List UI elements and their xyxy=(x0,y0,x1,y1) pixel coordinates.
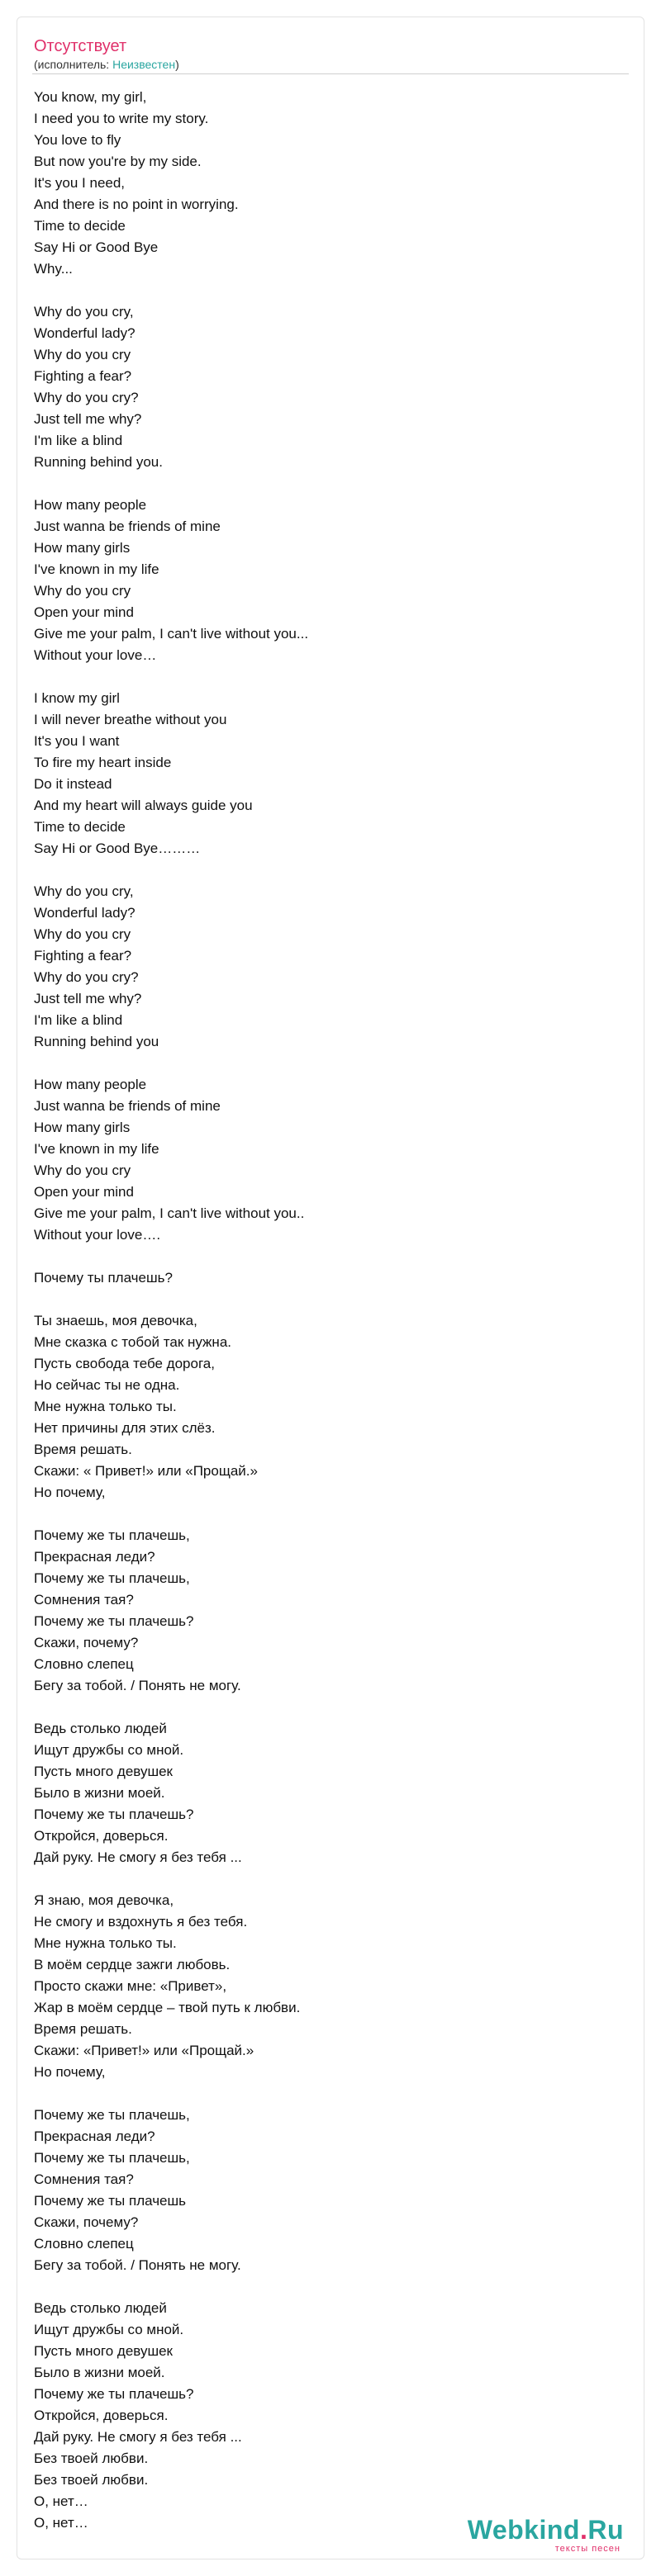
lyric-line: Жар в моём сердце – твой путь к любви. xyxy=(34,2000,301,2015)
lyrics-stanza xyxy=(34,301,627,473)
lyric-line: Почему же ты плачешь, xyxy=(34,1570,190,1586)
lyric-line: Open your mind xyxy=(34,604,134,620)
lyric-line: Why do you cry, xyxy=(34,304,134,320)
lyric-line: Fighting a fear? xyxy=(34,948,132,964)
lyric-line: О, нет… xyxy=(34,2515,88,2531)
lyric-line: Почему же ты плачешь, xyxy=(34,2107,190,2123)
lyric-line: Бегу за тобой. / Понять не могу. xyxy=(34,2257,241,2273)
lyric-line: Нет причины для этих слёз. xyxy=(34,1420,216,1436)
lyric-line: Прекрасная леди? xyxy=(34,1549,155,1565)
lyric-line: Мне нужна только ты. xyxy=(34,1935,177,1951)
lyric-line: You know, my girl, xyxy=(34,89,147,105)
lyric-line: Wonderful lady? xyxy=(34,325,136,341)
lyric-line: Without your love…. xyxy=(34,1227,161,1243)
lyric-line: Но сейчас ты не одна. xyxy=(34,1377,180,1393)
lyrics-stanza xyxy=(34,87,627,280)
lyrics-stanza xyxy=(34,1890,627,2083)
lyric-line: Why do you cry, xyxy=(34,883,134,899)
lyric-line: Time to decide xyxy=(34,218,126,234)
lyric-line: Но почему, xyxy=(34,2064,106,2080)
lyric-line: Why do you cry xyxy=(34,347,131,362)
artist-prefix: (исполнитель: xyxy=(34,58,113,71)
lyric-line: Give me your palm, I can't live without you.. xyxy=(34,1205,305,1221)
lyric-line: Мне нужна только ты. xyxy=(34,1399,177,1414)
lyric-line: Без твоей любви. xyxy=(34,2451,149,2466)
lyric-line: Откройся, доверься. xyxy=(34,2408,169,2423)
lyric-line: Ищут дружбы со мной. xyxy=(34,1742,184,1758)
lyric-line: Just wanna be friends of mine xyxy=(34,1098,221,1114)
lyric-line: Ведь столько людей xyxy=(34,2300,167,2316)
lyric-line: It's you I want xyxy=(34,733,120,749)
lyric-line: Почему же ты плачешь? xyxy=(34,2386,194,2402)
logo-wordmark xyxy=(459,2516,624,2544)
lyric-line: Было в жизни моей. xyxy=(34,2365,165,2380)
song-header xyxy=(34,36,627,72)
lyric-line: Скажи: «Привет!» или «Прощай.» xyxy=(34,2043,254,2058)
lyric-line: Why do you cry? xyxy=(34,390,139,405)
lyric-line: Было в жизни моей. xyxy=(34,1785,165,1801)
artist-link[interactable]: Неизвестен xyxy=(112,58,176,71)
lyric-line: Почему же ты плачешь? xyxy=(34,1613,194,1629)
lyric-line: Я знаю, моя девочка, xyxy=(34,1892,174,1908)
lyric-line: Ты знаешь, моя девочка, xyxy=(34,1313,197,1328)
lyric-line: I've known in my life xyxy=(34,1141,159,1157)
lyric-line: Пусть много девушек xyxy=(34,1764,173,1779)
lyric-line: Откройся, доверься. xyxy=(34,1828,169,1844)
site-logo[interactable] xyxy=(459,2516,624,2554)
lyric-line: Why do you cry? xyxy=(34,969,139,985)
lyrics-stanza xyxy=(34,2105,627,2276)
lyric-line: Бегу за тобой. / Понять не могу. xyxy=(34,1678,241,1693)
page-frame xyxy=(17,17,644,2559)
lyric-line: Just tell me why? xyxy=(34,411,142,427)
lyric-line: Просто скажи мне: «Привет», xyxy=(34,1978,227,1994)
lyric-line: Сомнения тая? xyxy=(34,1592,134,1608)
lyric-line: Почему же ты плачешь, xyxy=(34,2150,190,2166)
lyric-line: Why... xyxy=(34,261,73,277)
lyric-line: Say Hi or Good Bye xyxy=(34,239,159,255)
logo-tld: Ru xyxy=(587,2515,624,2545)
lyric-line: Почему ты плачешь? xyxy=(34,1270,173,1286)
logo-name: Webkind xyxy=(467,2515,580,2545)
lyric-line: Словно слепец xyxy=(34,2236,134,2252)
lyric-line: Скажи, почему? xyxy=(34,2214,139,2230)
lyric-line: I need you to write my story. xyxy=(34,111,209,126)
lyric-line: Скажи, почему? xyxy=(34,1635,139,1650)
lyric-line: And there is no point in worrying. xyxy=(34,197,239,212)
lyric-line: О, нет… xyxy=(34,2493,88,2509)
header-divider xyxy=(32,73,629,74)
lyric-line: Running behind you xyxy=(34,1034,159,1049)
lyric-line: Прекрасная леди? xyxy=(34,2129,155,2144)
lyric-line: How many people xyxy=(34,1077,147,1092)
lyrics-stanza xyxy=(34,688,627,859)
lyric-line: Пусть много девушек xyxy=(34,2343,173,2359)
lyric-line: Без твоей любви. xyxy=(34,2472,149,2488)
lyric-line: Скажи: « Привет!» или «Прощай.» xyxy=(34,1463,258,1479)
lyrics-stanza xyxy=(34,1267,627,1289)
logo-tagline: тексты песен xyxy=(554,2544,621,2554)
lyric-line: Just tell me why? xyxy=(34,991,142,1006)
lyric-line: Но почему, xyxy=(34,1485,106,1500)
lyrics-stanza xyxy=(34,881,627,1053)
lyric-line: Why do you cry xyxy=(34,1163,131,1178)
lyric-line: I'm like a blind xyxy=(34,433,123,448)
lyric-line: Время решать. xyxy=(34,2021,132,2037)
lyric-line: Почему же ты плачешь xyxy=(34,2193,187,2209)
lyric-line: Почему же ты плачешь? xyxy=(34,1807,194,1822)
lyric-line: Fighting a fear? xyxy=(34,368,132,384)
lyric-line: Мне сказка с тобой так нужна. xyxy=(34,1334,231,1350)
lyric-line: How many girls xyxy=(34,540,131,556)
artist-suffix: ) xyxy=(175,58,179,71)
lyric-line: Дай руку. Не смогу я без тебя ... xyxy=(34,1849,242,1865)
lyric-line: I will never breathe without you xyxy=(34,712,227,727)
logo-dot: . xyxy=(579,2515,588,2545)
lyrics-stanza xyxy=(34,1718,627,1868)
lyric-line: Why do you cry xyxy=(34,926,131,942)
lyric-line: How many people xyxy=(34,497,147,513)
lyrics-body xyxy=(34,87,627,2534)
lyric-line: Дай руку. Не смогу я без тебя ... xyxy=(34,2429,242,2445)
lyric-line: Сомнения тая? xyxy=(34,2171,134,2187)
lyric-line: But now you're by my side. xyxy=(34,154,202,169)
lyric-line: How many girls xyxy=(34,1120,131,1135)
lyric-line: Why do you cry xyxy=(34,583,131,599)
lyric-line: I'm like a blind xyxy=(34,1012,123,1028)
artist-line xyxy=(34,57,627,72)
lyric-line: Словно слепец xyxy=(34,1656,134,1672)
lyrics-stanza xyxy=(34,2298,627,2534)
lyric-line: Give me your palm, I can't live without you... xyxy=(34,626,309,642)
lyric-line: It's you I need, xyxy=(34,175,126,191)
lyric-line: Почему же ты плачешь, xyxy=(34,1527,190,1543)
lyric-line: Do it instead xyxy=(34,776,112,792)
lyrics-stanza xyxy=(34,1074,627,1246)
lyrics-stanza xyxy=(34,1310,627,1503)
lyric-line: Не смогу и вздохнуть я без тебя. xyxy=(34,1914,248,1930)
lyric-line: Пусть свобода тебе дорога, xyxy=(34,1356,215,1371)
lyric-line: Just wanna be friends of mine xyxy=(34,519,221,534)
lyric-line: Without your love… xyxy=(34,647,157,663)
lyrics-stanza xyxy=(34,495,627,666)
lyrics-stanza xyxy=(34,1525,627,1697)
lyric-line: Время решать. xyxy=(34,1442,132,1457)
lyric-line: To fire my heart inside xyxy=(34,755,172,770)
song-title: Отсутствует xyxy=(34,37,127,55)
lyric-line: And my heart will always guide you xyxy=(34,798,253,813)
lyric-line: Running behind you. xyxy=(34,454,163,470)
lyric-line: I know my girl xyxy=(34,690,120,706)
lyric-line: Open your mind xyxy=(34,1184,134,1200)
lyric-line: Say Hi or Good Bye……… xyxy=(34,841,201,856)
lyric-line: Time to decide xyxy=(34,819,126,835)
lyric-line: I've known in my life xyxy=(34,561,159,577)
lyric-line: You love to fly xyxy=(34,132,121,148)
lyric-line: Ищут дружбы со мной. xyxy=(34,2322,184,2337)
lyric-line: Wonderful lady? xyxy=(34,905,136,921)
lyric-line: В моём сердце зажги любовь. xyxy=(34,1957,231,1972)
lyric-line: Ведь столько людей xyxy=(34,1721,167,1736)
